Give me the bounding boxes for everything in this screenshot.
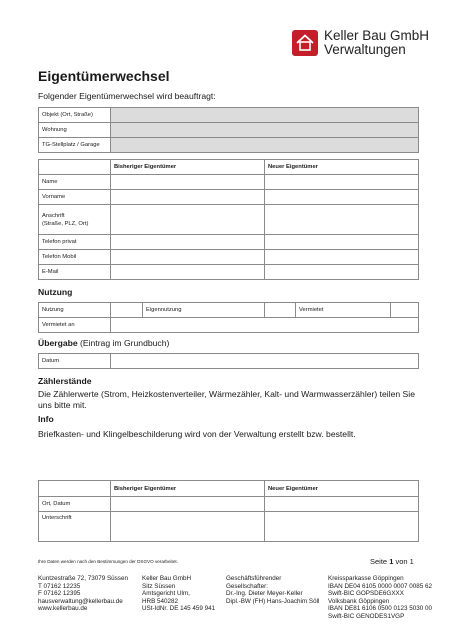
- footer-contact: Kuntzestraße 72, 73079 Süssen T 07162 12235 F 07162 12395 hausverwaltung@kellerbau.de www.kellerbau.de: [38, 575, 128, 613]
- signature-table: [38, 480, 419, 542]
- prev-signature-field[interactable]: [111, 512, 265, 542]
- prev-email-field[interactable]: [111, 265, 265, 280]
- handover-date-label: Datum: [39, 354, 111, 369]
- object-table: [38, 107, 419, 153]
- sign-prev-header: Bisheriger Eigentümer: [111, 481, 265, 497]
- usage-rented-checkbox[interactable]: [265, 303, 296, 318]
- mobile-label: Telefon Mobil: [39, 250, 111, 265]
- owner-table: [38, 159, 419, 280]
- address-label: Anschrift (Straße, PLZ, Ort): [39, 205, 111, 235]
- self-use-label: Eigennutzung: [143, 303, 265, 318]
- usage-extra-field[interactable]: [391, 303, 419, 318]
- rented-to-field[interactable]: [111, 318, 419, 333]
- parking-field[interactable]: [111, 138, 419, 153]
- owner-new-header: Neuer Eigentümer: [265, 160, 419, 175]
- prev-mobile-field[interactable]: [111, 250, 265, 265]
- firstname-label: Vorname: [39, 190, 111, 205]
- place-date-label: Ort, Datum: [39, 497, 111, 512]
- intro-text: Folgender Eigentümerwechsel wird beauftragt:: [38, 91, 216, 101]
- signature-label: Unterschrift: [39, 512, 111, 542]
- privacy-note: Ihre Daten werden nach den Bestimmungen der DSGVO verarbeitet.: [38, 559, 178, 564]
- new-address-field[interactable]: [265, 205, 419, 235]
- rented-to-label: Vermietet an: [39, 318, 111, 333]
- email-label: E-Mail: [39, 265, 111, 280]
- usage-label: Nutzung: [39, 303, 111, 318]
- house-icon: [292, 30, 318, 56]
- object-label: Objekt (Ort, Straße): [39, 108, 111, 123]
- new-mobile-field[interactable]: [265, 250, 419, 265]
- rented-label: Vermietet: [296, 303, 391, 318]
- usage-heading: Nutzung: [38, 287, 73, 297]
- usage-self-checkbox[interactable]: [111, 303, 143, 318]
- info-text: Briefkasten- und Klingelbeschilderung wird von der Verwaltung erstellt bzw. bestellt.: [38, 429, 356, 439]
- company-name: Keller Bau GmbH: [324, 28, 430, 43]
- footer-bank: Kreissparkasse Göppingen IBAN DE04 6105 0000 0007 0085 62 Swift-BIC GOPSDE6GXXX Volksbank Göppingen IBAN DE81 6106 0500 0123 5030 00 Swift-BIC GENODES1VGP: [328, 575, 432, 620]
- sign-new-header: Neuer Eigentümer: [265, 481, 419, 497]
- prev-phone-field[interactable]: [111, 235, 265, 250]
- handover-heading: Übergabe (Eintrag im Grundbuch): [38, 338, 170, 348]
- apartment-label: Wohnung: [39, 123, 111, 138]
- object-field[interactable]: [111, 108, 419, 123]
- prev-address-field[interactable]: [111, 205, 265, 235]
- meters-heading: Zählerstände: [38, 376, 92, 386]
- owner-prev-header: Bisheriger Eigentümer: [111, 160, 265, 175]
- prev-name-field[interactable]: [111, 175, 265, 190]
- handover-table: [38, 353, 419, 369]
- company-logo: [292, 29, 429, 57]
- apartment-field[interactable]: [111, 123, 419, 138]
- handover-date-field[interactable]: [111, 354, 419, 369]
- page-title: Eigentümerwechsel: [38, 68, 170, 84]
- info-heading: Info: [38, 414, 54, 424]
- prev-firstname-field[interactable]: [111, 190, 265, 205]
- footer-registry: Keller Bau GmbH Sitz Süssen Amtsgericht Ulm, HRB 540282 USt-IdNr. DE 145 459 941: [142, 575, 216, 613]
- usage-table: [38, 302, 419, 333]
- parking-label: TG-Stellplatz / Garage: [39, 138, 111, 153]
- prev-place-date-field[interactable]: [111, 497, 265, 512]
- new-signature-field[interactable]: [265, 512, 419, 542]
- new-name-field[interactable]: [265, 175, 419, 190]
- footer-management: Geschäftsführender Gesellschafter: Dr.-Ing. Dieter Meyer-Keller Dipl.-BW (FH) Hans-Joachim Söll: [226, 575, 320, 605]
- meters-text: Die Zählerwerte (Strom, Heizkostenverteiler, Wärmezähler, Kalt- und Warmwasserzähler) teilen Sie uns bitte mit.: [38, 389, 415, 410]
- new-place-date-field[interactable]: [265, 497, 419, 512]
- new-firstname-field[interactable]: [265, 190, 419, 205]
- phone-label: Telefon privat: [39, 235, 111, 250]
- new-phone-field[interactable]: [265, 235, 419, 250]
- name-label: Name: [39, 175, 111, 190]
- company-division: Verwaltungen: [324, 42, 406, 57]
- page-number: Seite 1 von 1: [370, 557, 414, 566]
- new-email-field[interactable]: [265, 265, 419, 280]
